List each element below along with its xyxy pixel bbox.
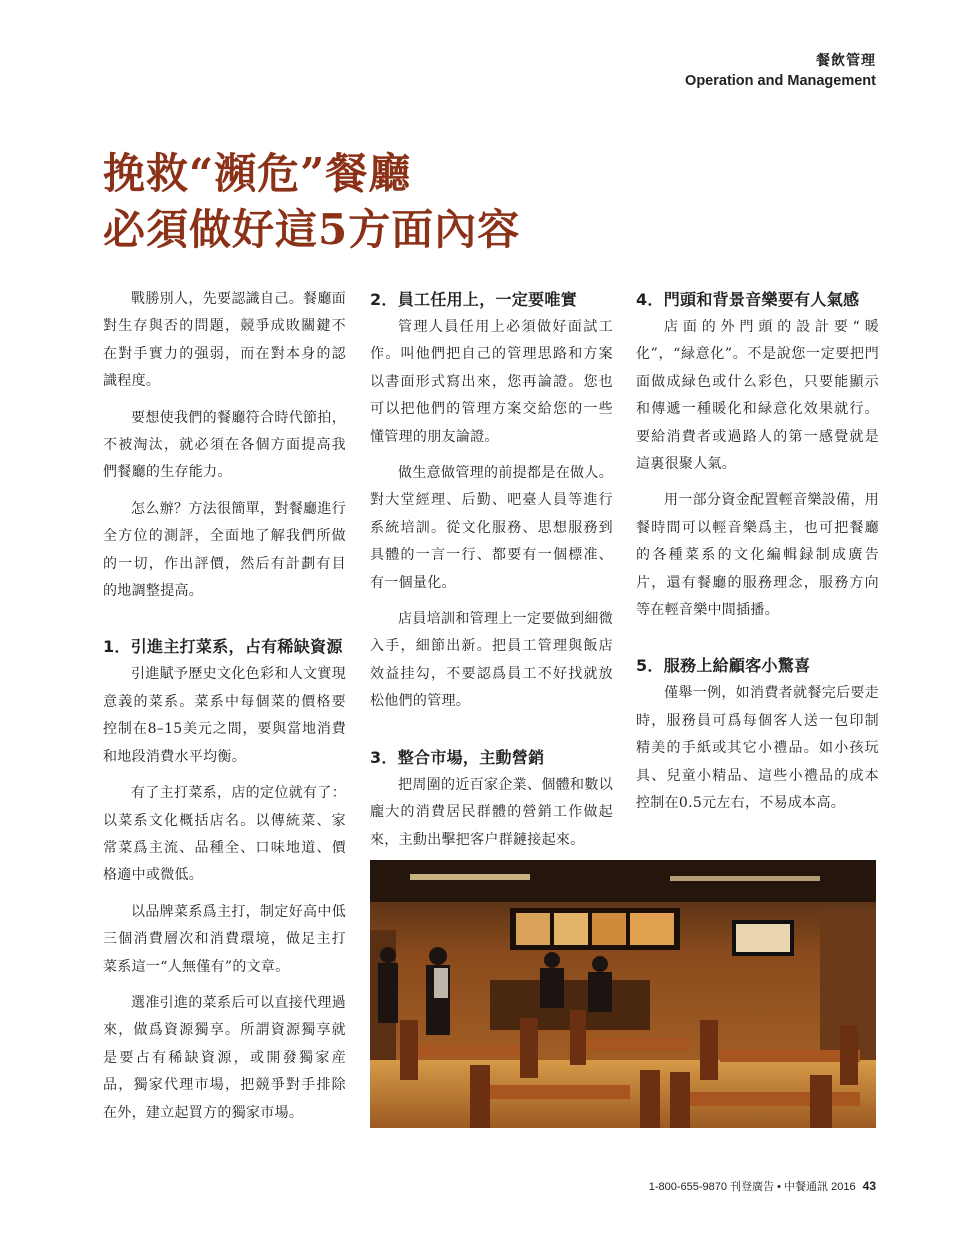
footer-phone: 1-800-655-9870 xyxy=(648,1181,728,1193)
body-paragraph: 店面的外門頭的設計要“暖化”，“緑意化”。不是說您一定要把門面做成緑色或什么彩色，只要能顯示和傳遞一種暖化和緑意化效果就行。要給消費者或過路人的第一感覺就是這裏很聚人氣。 xyxy=(636,319,879,473)
article-title xyxy=(103,146,520,258)
intro-paragraph: 要想使我們的餐廳符合時代節拍，不被淘汰，就必須在各個方面提高我們餐廳的生存能力。 xyxy=(103,409,346,481)
body-paragraph: 做生意做管理的前提都是在做人。對大堂經理、后勤、吧臺人員等進行系統培訓。從文化服務、思想服務到具體的一言一行、都要有一個標准、有一個量化。 xyxy=(370,465,613,591)
body-paragraph: 店員培訓和管理上一定要做到細微入手，細節出新。把員工管理與飯店效益挂勾，不要認爲員工不好找就放松他們的管理。 xyxy=(370,611,613,710)
section-subtitle: Operation and Management xyxy=(685,73,876,89)
page-number: 43 xyxy=(862,1179,876,1193)
title-line-2: 必須做好這5方面內容 xyxy=(103,205,521,254)
heading-4: 4．門頭和背景音樂要有人氣感 xyxy=(636,290,860,309)
body-paragraph: 選准引進的菜系后可以直接代理過來，做爲資源獨享。所謂資源獨享就是要占有稀缺資源，或開發獨家産品，獨家代理市場，把競爭對手排除在外，建立起買方的獨家市場。 xyxy=(103,994,346,1121)
intro-paragraph: 怎么辦？方法很簡單，對餐廳進行全方位的測評，全面地了解我們所做的一切，作出評價，然后有計劃有目的地調整提高。 xyxy=(103,500,346,600)
body-paragraph: 以品牌菜系爲主打，制定好高中低三個消費層次和消費環境，做足主打菜系這一“人無僅有”的文章。 xyxy=(103,903,346,975)
heading-3: 3．整合市場，主動營銷 xyxy=(370,747,545,767)
body-paragraph: 僅舉一例，如消費者就餐完后要走時，服務員可爲每個客人送一包印制精美的手紙或其它小禮品。如小孩玩具、兒童小精品、這些小禮品的成本控制在0.5元左右，不易成本高。 xyxy=(636,685,879,812)
body-paragraph: 引進賦予歷史文化色彩和人文實現意義的菜系。菜系中每個菜的價格要控制在8–15美元之間，要與當地消費和地段消費水平均衡。 xyxy=(103,666,346,765)
heading-5: 5．服務上給顧客小驚喜 xyxy=(636,656,811,676)
body-paragraph: 有了主打菜系，店的定位就有了：以菜系文化概括店名。以傳統菜、家常菜爲主流、品種全、口味地道、價格適中或微低。 xyxy=(103,785,346,884)
page-footer xyxy=(649,1178,876,1194)
body-paragraph: 管理人員任用上必須做好面試工作。叫他們把自己的管理思路和方案以書面形式寫出來，您再論證。您也可以把他們的管理方案交給您的一些懂管理的朋友論證。 xyxy=(370,319,613,445)
column-3 xyxy=(636,286,879,818)
intro-paragraph: 戰勝別人，先要認識自己。餐廳面對生存與否的問題，競爭成敗關鍵不在對手實力的强弱，而在對本身的認識程度。 xyxy=(103,291,346,390)
column-1 xyxy=(103,286,346,1127)
title-line-1: 挽救“瀕危”餐廳 xyxy=(103,149,412,198)
body-paragraph: 把周圍的近百家企業、個體和數以龐大的消費居民群體的營銷工作做起來，主動出擊把客户群鏈接起來。 xyxy=(370,776,613,848)
section-title: 餐飲管理 xyxy=(816,53,876,69)
body-paragraph: 用一部分資金配置輕音樂設備，用餐時間可以輕音樂爲主，也可把餐廳的各種菜系的文化編輯録制成廣告片，還有餐廳的服務理念，服務方向等在輕音樂中間插播。 xyxy=(636,492,879,619)
heading-2: 2．員工任用上，一定要唯實 xyxy=(370,290,578,309)
restaurant-interior-image xyxy=(370,860,876,1128)
heading-1: 1．引進主打菜系，占有稀缺資源 xyxy=(103,637,343,657)
footer-publication: 刊登廣告 • 中餐通訊 2016 xyxy=(730,1181,856,1193)
column-2 xyxy=(370,286,613,854)
restaurant-photo xyxy=(370,860,876,1128)
